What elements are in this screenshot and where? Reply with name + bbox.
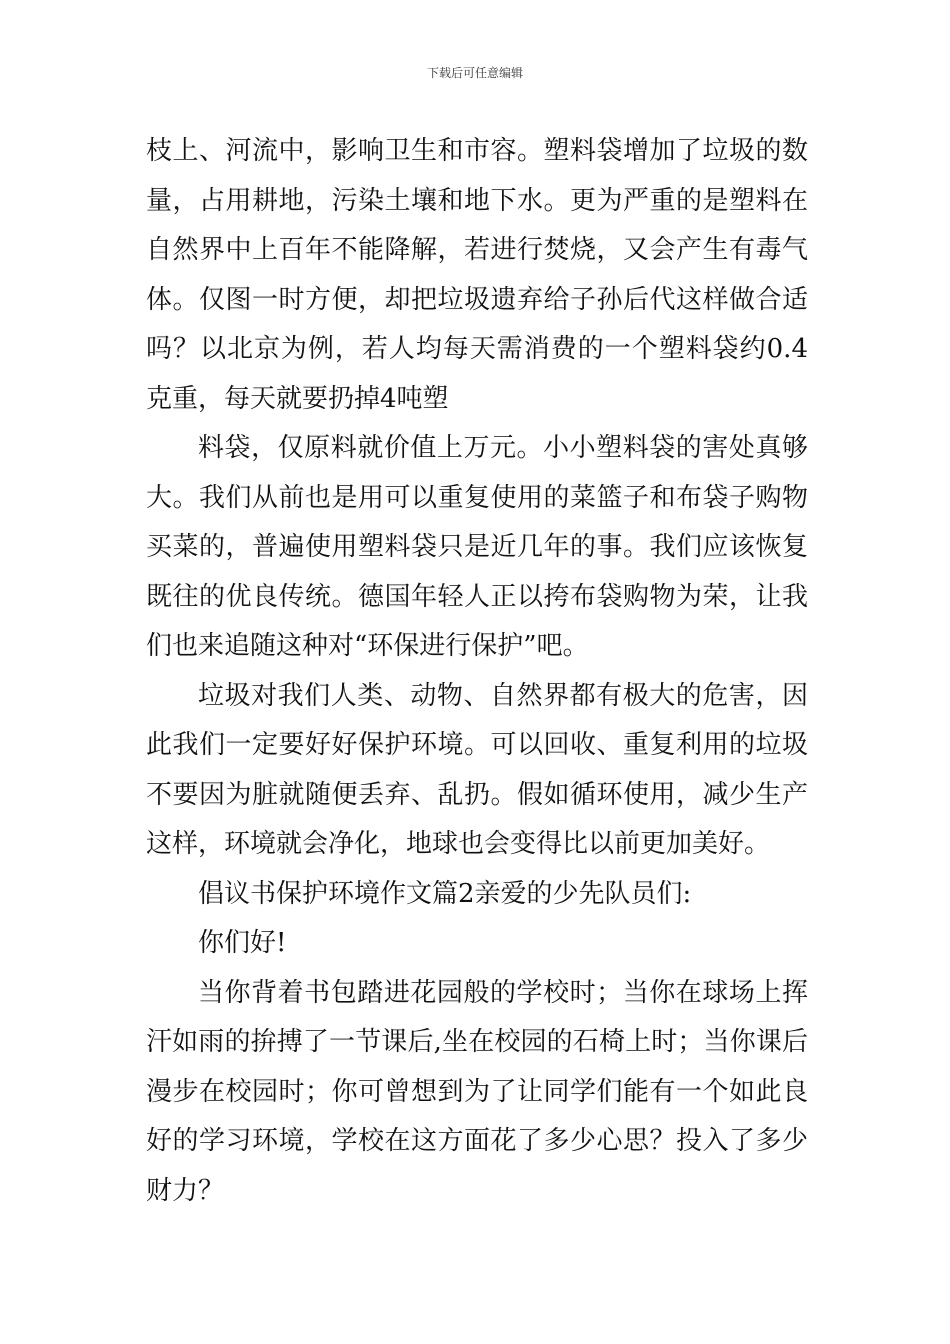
- paragraph-1: 枝上、河流中，影响卫生和市容。塑料袋增加了垃圾的数量，占用耕地，污染土壤和地下水。更为严重的是塑料在自然界中上百年不能降解，若进行焚烧，又会产生有毒气体。仅图一时方便，却把垃圾遗弃给子孙后代这样做合适吗？以北京为例，若人均每天需消费的一个塑料袋约0.4克重，每天就要扔掉4吨塑: [146, 136, 808, 414]
- paragraph-4: 倡议书保护环境作文篇2亲爱的少先队员们:: [198, 878, 692, 909]
- paragraph-6: 当你背着书包踏进花园般的学校时；当你在球场上挥汗如雨的拚搏了一节课后,坐在校园的石椅上时；当你课后漫步在校园时；你可曾想到为了让同学们能有一个如此良好的学习环境，学校在这方面花了多少心思？投入了多少财力？: [146, 977, 808, 1206]
- paragraph-5: 你们好!: [198, 928, 287, 958]
- paragraph-2: 料袋，仅原料就价值上万元。小小塑料袋的害处真够大。我们从前也是用可以重复使用的菜篮子和布袋子购物买菜的，普遍使用塑料袋只是近几年的事。我们应该恢复既往的优良传统。德国年轻人正以挎布袋购物为荣，让我们也来追随这种对“环保进行保护”吧。: [146, 433, 808, 661]
- document-body: [146, 127, 808, 1216]
- page-header: 下载后可任意编辑: [426, 66, 523, 80]
- paragraph-3: 垃圾对我们人类、动物、自然界都有极大的危害，因此我们一定要好好保护环境。可以回收、重复利用的垃圾不要因为脏就随便丢弃、乱扔。假如循环使用，减少生产这样，环境就会净化，地球也会变得比以前更加美好。: [146, 680, 808, 859]
